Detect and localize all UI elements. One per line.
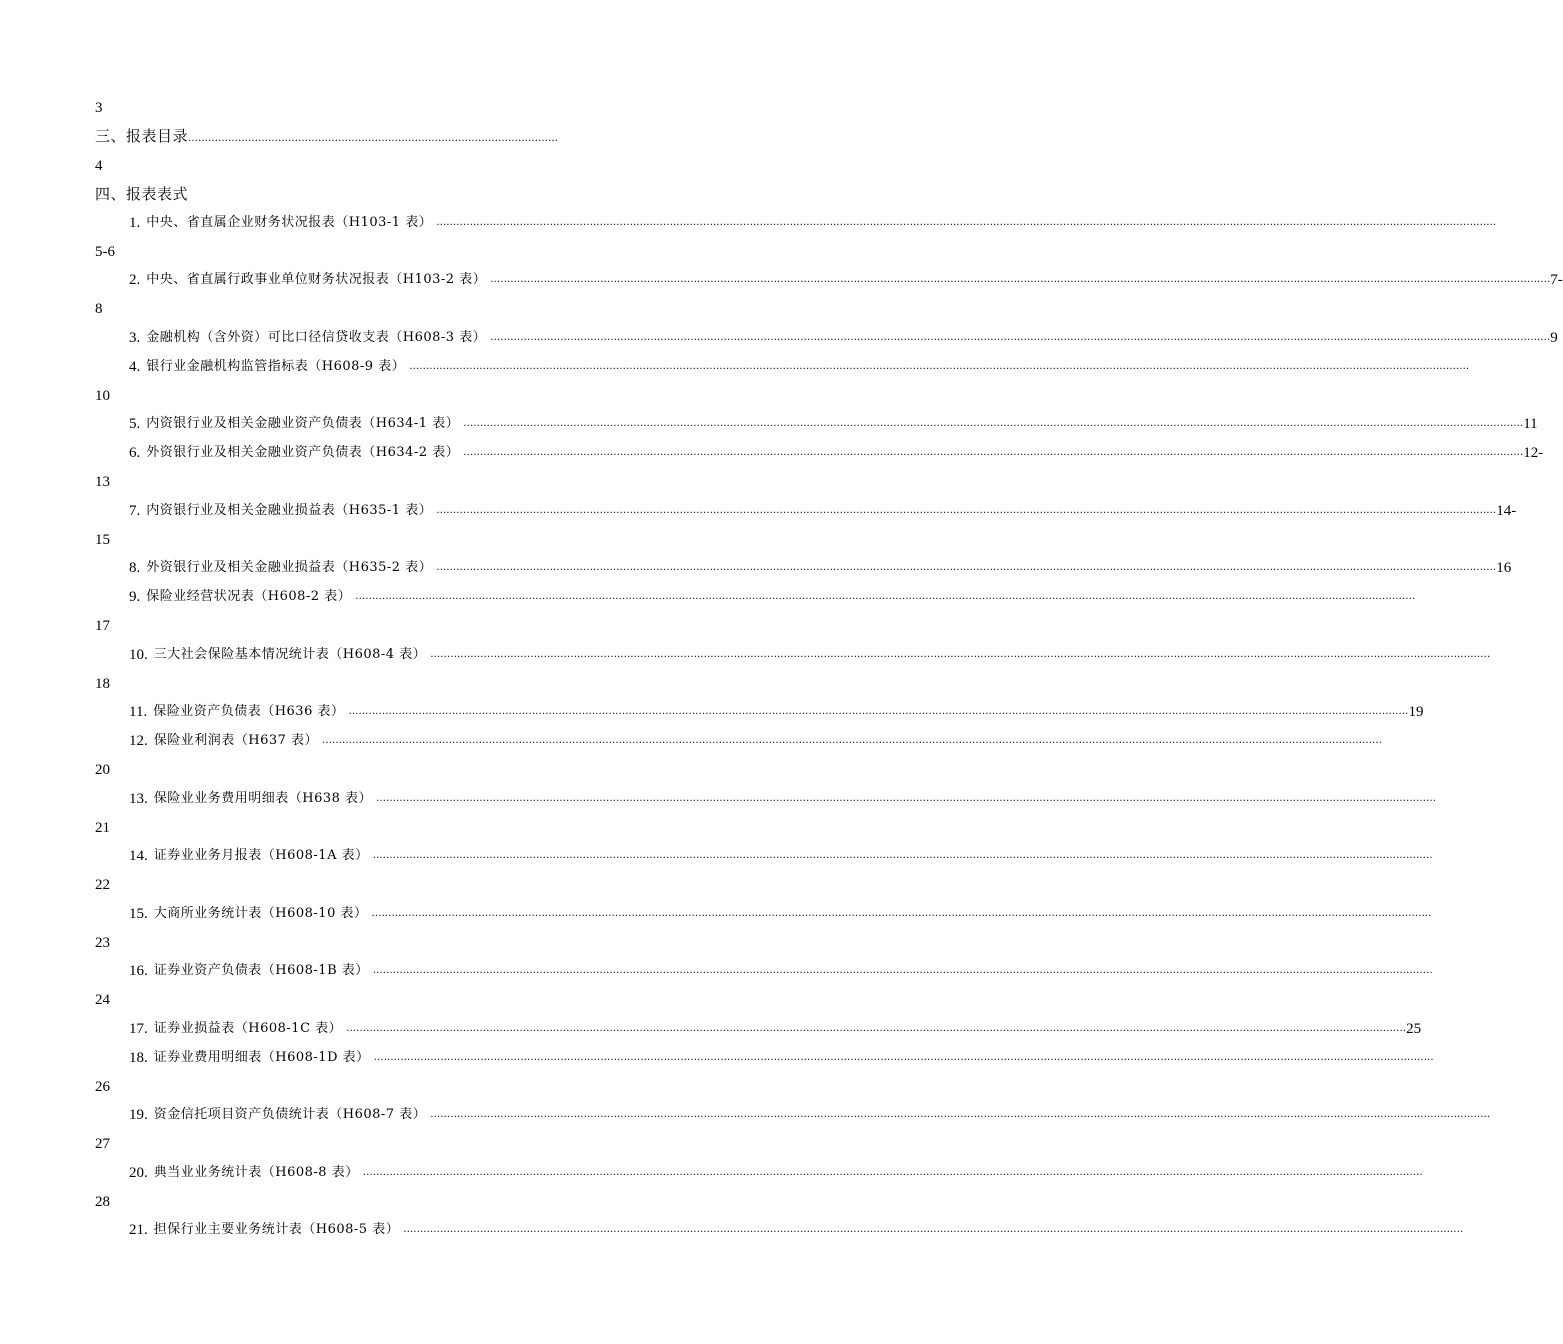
toc-page-number [95,614,110,638]
toc-entry [129,441,1544,465]
page-number-text: 22 [95,877,110,893]
toc-entry [129,787,1437,811]
entry-number: 21. [129,1222,148,1238]
toc-section-heading [95,182,855,206]
toc-entry [129,211,1497,235]
leader-dots: ………………………………………………………………………………………………………………………………………………………………………………………………………………………………………………………………………………………… [403,1224,1464,1235]
leader-dots: ………………………………………………………………………………………………………………………………………………………………………………………………………………………………………………………………………………………… [346,1023,1407,1034]
leader-dots: ………………………………………………………………………………………………………………………………………………………………………………………………………………………………………………………………………………………… [436,562,1497,573]
toc-page-number [95,1075,110,1099]
entry-page: 7- [1550,272,1563,288]
entry-number: 15. [129,906,148,922]
leader-dots: ………………………………………………………………………………………………………………………………………………………………………………………………………………………………………………………………………………………… [372,850,1433,861]
leader-dots: ………………………………………………………………………………………………………………………………………………………………………………………………………………………………………………………………………………………… [348,706,1409,717]
entry-number: 13. [129,791,148,807]
leader-dots: ………………………………………………………………………………………………………………………………………………………………………………………………………………………………………………………………………………………… [436,217,1497,228]
entry-number: 7. [129,503,141,519]
toc-entry [129,959,1433,983]
toc-entry [129,1218,1464,1242]
entry-title: 外资银行业及相关金融业损益表（H635-2 表） [146,560,433,575]
entry-number: 12. [129,733,148,749]
leader-dots: ………………………………………………………………………………………………… [188,133,559,144]
entry-title: 保险业利润表（H637 表） [153,733,319,748]
section-title: 四、报表表式 [95,185,189,203]
toc-page-number [95,873,110,897]
toc-entry [129,268,1563,292]
toc-entry [129,643,1491,667]
entry-number: 8. [129,560,141,576]
toc-entry [129,499,1517,523]
toc-entry [129,1017,1422,1041]
page-number-text: 3 [95,100,103,116]
entry-page: 12- [1523,445,1544,461]
leader-dots: ………………………………………………………………………………………………………………………………………………………………………………………………………………………………………………………………………………………… [490,274,1551,285]
leader-dots: ………………………………………………………………………………………………………………………………………………………………………………………………………………………………………………………………………………………… [430,1109,1491,1120]
page-number-text: 27 [95,1136,110,1152]
toc-page-number [95,758,110,782]
toc-entry [129,326,1558,350]
entry-number: 17. [129,1021,148,1037]
toc-entry [129,355,1470,379]
leader-dots: ………………………………………………………………………………………………………………………………………………………………………………………………………………………………………………………………………………………… [362,1167,1423,1178]
toc-entry [129,556,1512,580]
toc-entry [129,1103,1491,1127]
toc-page-number [95,672,110,696]
entry-title: 证券业业务月报表（H608-1A 表） [153,848,369,863]
entry-page: 19 [1408,704,1424,720]
leader-dots: ………………………………………………………………………………………………………………………………………………………………………………………………………………………………………………………………………………………… [373,1052,1434,1063]
page-number-text: 20 [95,762,110,778]
entry-title: 银行业金融机构监管指标表（H608-9 表） [146,359,406,374]
page-number-text: 5-6 [95,244,115,260]
entry-title: 外资银行业及相关金融业资产负债表（H634-2 表） [146,445,460,460]
entry-number: 2. [129,272,141,288]
entry-page: 16 [1496,560,1512,576]
entry-title: 保险业资产负债表（H636 表） [153,704,345,719]
entry-number: 4. [129,359,141,375]
page-number-text: 24 [95,992,110,1008]
page-number-text: 26 [95,1079,110,1095]
entry-number: 3. [129,330,141,346]
toc-page-number [95,931,110,955]
entry-page: 11 [1523,416,1538,432]
entry-number: 20. [129,1165,148,1181]
toc-entry [129,729,1383,753]
toc-entry [129,412,1538,436]
leader-dots: ………………………………………………………………………………………………………………………………………………………………………………………………………………………………………………………………………………………… [436,505,1497,516]
page-number-text: 10 [95,388,110,404]
entry-title: 中央、省直属行政事业单位财务状况报表（H103-2 表） [146,272,487,287]
entry-number: 14. [129,848,148,864]
entry-number: 1. [129,215,141,231]
toc-page-number [95,384,110,408]
toc-page-number [95,816,110,840]
entry-number: 11. [129,704,148,720]
entry-page: 25 [1406,1021,1422,1037]
toc-page-number [95,988,110,1012]
toc-page-number [95,297,103,321]
entry-title: 资金信托项目资产负债统计表（H608-7 表） [153,1107,427,1122]
entry-number: 18. [129,1050,148,1066]
page-number-text: 13 [95,474,110,490]
toc-page-number [95,1190,110,1214]
toc-page-number [95,154,103,178]
toc-entry [129,700,1424,724]
toc-entry [129,844,1433,868]
leader-dots: ………………………………………………………………………………………………………………………………………………………………………………………………………………………………………………………………………………………… [463,418,1524,429]
entry-page: 9 [1550,330,1558,346]
page-number-text: 17 [95,618,110,634]
leader-dots: ………………………………………………………………………………………………………………………………………………………………………………………………………………………………………………………………………………………… [371,908,1432,919]
entry-title: 大商所业务统计表（H608-10 表） [153,906,368,921]
entry-number: 6. [129,445,141,461]
entry-title: 典当业业务统计表（H608-8 表） [153,1165,359,1180]
toc-entry [129,902,1432,926]
entry-title: 证券业费用明细表（H608-1D 表） [153,1050,370,1065]
toc-entry [129,1161,1423,1185]
entry-number: 16. [129,963,148,979]
page-number-text: 18 [95,676,110,692]
toc-entry [129,1046,1434,1070]
entry-title: 中央、省直属企业财务状况报表（H103-1 表） [146,215,433,230]
entry-number: 19. [129,1107,148,1123]
entry-title: 担保行业主要业务统计表（H608-5 表） [153,1222,400,1237]
toc-page-number [95,1132,110,1156]
toc-page-number [95,470,110,494]
section-title: 三、报表目录 [95,127,189,145]
toc-page-number [95,240,115,264]
leader-dots: ………………………………………………………………………………………………………………………………………………………………………………………………………………………………………………………………………………………… [430,649,1491,660]
leader-dots: ………………………………………………………………………………………………………………………………………………………………………………………………………………………………………………………………………………………… [372,965,1433,976]
page-number-text: 15 [95,532,110,548]
toc-page-number [95,96,103,120]
page-number-text: 8 [95,301,103,317]
leader-dots: ………………………………………………………………………………………………………………………………………………………………………………………………………………………………………………………………………………………… [322,735,1383,746]
entry-title: 金融机构（含外资）可比口径信贷收支表（H608-3 表） [146,330,487,345]
toc-entry [129,585,1416,609]
entry-title: 保险业业务费用明细表（H638 表） [153,791,373,806]
leader-dots: ………………………………………………………………………………………………………………………………………………………………………………………………………………………………………………………………………………………… [409,361,1470,372]
entry-title: 三大社会保险基本情况统计表（H608-4 表） [153,647,427,662]
entry-title: 保险业经营状况表（H608-2 表） [146,589,352,604]
entry-title: 证券业损益表（H608-1C 表） [153,1021,343,1036]
entry-number: 5. [129,416,141,432]
leader-dots: ………………………………………………………………………………………………………………………………………………………………………………………………………………………………………………………………………………………… [376,793,1437,804]
entry-title: 内资银行业及相关金融业损益表（H635-1 表） [146,503,433,518]
entry-title: 内资银行业及相关金融业资产负债表（H634-1 表） [146,416,460,431]
leader-dots: ………………………………………………………………………………………………………………………………………………………………………………………………………………………………………………………………………………………… [463,447,1524,458]
page-number-text: 28 [95,1194,110,1210]
leader-dots: ………………………………………………………………………………………………………………………………………………………………………………………………………………………………………………………………………………………… [490,332,1551,343]
entry-page: 14- [1496,503,1517,519]
leader-dots: ………………………………………………………………………………………………………………………………………………………………………………………………………………………………………………………………………………………… [355,591,1416,602]
page-number-text: 21 [95,820,110,836]
toc-section-heading [95,124,855,148]
entry-number: 9. [129,589,141,605]
entry-number: 10. [129,647,148,663]
toc-page-number [95,528,110,552]
page-number-text: 23 [95,935,110,951]
entry-title: 证券业资产负债表（H608-1B 表） [153,963,369,978]
page-number-text: 4 [95,158,103,174]
